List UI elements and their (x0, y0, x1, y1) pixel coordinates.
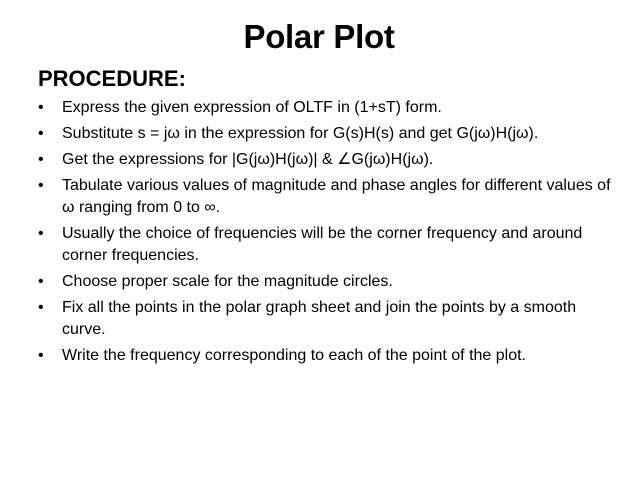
bullet-icon: • (38, 99, 44, 116)
bullet-icon: • (38, 125, 44, 142)
procedure-list (38, 97, 613, 371)
bullet-text: Usually the choice of frequencies will be the corner frequency and around corner frequencies. (62, 225, 583, 264)
bullet-text: Choose proper scale for the magnitude circles. (62, 273, 393, 290)
list-item (38, 97, 613, 119)
list-item (38, 271, 613, 293)
bullet-text: Write the frequency corresponding to each of the point of the plot. (62, 347, 526, 364)
list-item (38, 223, 613, 267)
list-item (38, 345, 613, 367)
list-item (38, 175, 613, 219)
bullet-text: Express the given expression of OLTF in (1+sT) form. (62, 99, 442, 116)
list-item (38, 297, 613, 341)
bullet-icon: • (38, 299, 44, 316)
bullet-icon: • (38, 347, 44, 364)
bullet-icon: • (38, 151, 44, 168)
bullet-icon: • (38, 225, 44, 242)
slide-title: Polar Plot (243, 18, 395, 55)
bullet-text: Substitute s = jω in the expression for G(s)H(s) and get G(jω)H(jω). (62, 125, 539, 142)
list-item (38, 123, 613, 145)
bullet-text: Get the expressions for |G(jω)H(jω)| & ∠G(jω)H(jω). (62, 151, 434, 168)
bullet-text: Fix all the points in the polar graph sheet and join the points by a smooth curve. (62, 299, 577, 338)
bullet-icon: • (38, 177, 44, 194)
procedure-heading: PROCEDURE: (38, 66, 186, 91)
bullet-text: Tabulate various values of magnitude and phase angles for different values of ω ranging from 0 to ∞. (62, 177, 611, 216)
list-item (38, 149, 613, 171)
bullet-icon: • (38, 273, 44, 290)
